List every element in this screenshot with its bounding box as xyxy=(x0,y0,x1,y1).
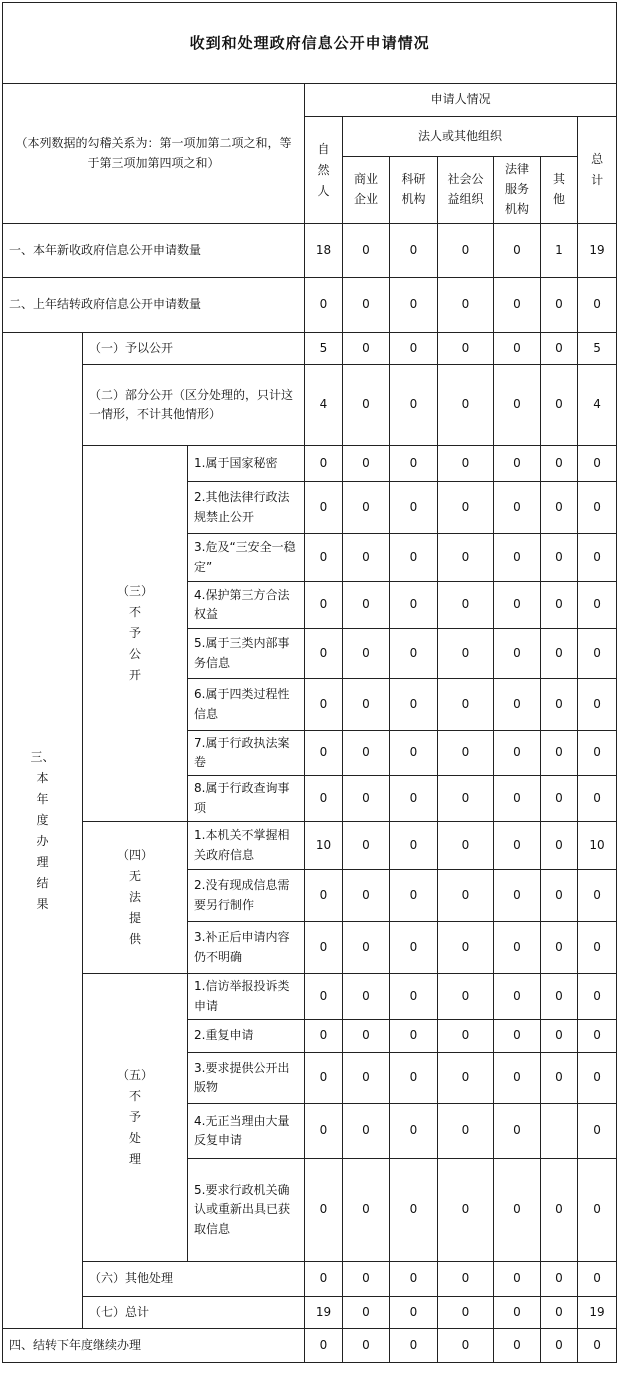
table-row xyxy=(3,1329,617,1363)
value-cell: 0 xyxy=(390,922,438,974)
title-row xyxy=(3,3,617,84)
value-cell: 0 xyxy=(343,1159,390,1262)
value-cell xyxy=(541,1104,578,1159)
value-cell: 0 xyxy=(494,1104,541,1159)
value-cell: 0 xyxy=(578,278,617,333)
value-cell: 0 xyxy=(438,1262,494,1297)
header-legal-group: 法人或其他组织 xyxy=(343,117,578,157)
value-cell: 4 xyxy=(578,365,617,446)
value-cell: 0 xyxy=(541,1159,578,1262)
value-cell: 0 xyxy=(343,278,390,333)
row-label: 1.属于国家秘密 xyxy=(188,446,305,482)
value-cell: 0 xyxy=(343,629,390,679)
value-cell: 0 xyxy=(305,776,343,822)
value-cell: 0 xyxy=(578,1159,617,1262)
value-cell: 0 xyxy=(343,224,390,278)
row-label: 1.信访举报投诉类申请 xyxy=(188,974,305,1020)
header-org-col: 商业 企业 xyxy=(343,157,390,224)
value-cell: 5 xyxy=(578,333,617,365)
value-cell: 0 xyxy=(305,1329,343,1363)
value-cell: 0 xyxy=(438,974,494,1020)
value-cell: 0 xyxy=(438,1329,494,1363)
row-label: 3.危及“三安全一稳定” xyxy=(188,534,305,582)
header-total: 总 计 xyxy=(578,117,617,224)
value-cell: 0 xyxy=(305,1020,343,1053)
value-cell: 0 xyxy=(390,534,438,582)
value-cell: 19 xyxy=(578,1297,617,1329)
value-cell: 0 xyxy=(578,974,617,1020)
row-label: （七）总计 xyxy=(83,1297,305,1329)
value-cell: 0 xyxy=(390,1020,438,1053)
value-cell: 0 xyxy=(494,974,541,1020)
row-label: 4.无正当理由大量反复申请 xyxy=(188,1104,305,1159)
value-cell: 0 xyxy=(578,446,617,482)
value-cell: 0 xyxy=(305,482,343,534)
header-applicant: 申请人情况 xyxy=(305,84,617,117)
value-cell: 0 xyxy=(305,446,343,482)
value-cell: 0 xyxy=(541,1020,578,1053)
row-label: （一）予以公开 xyxy=(83,333,305,365)
table-row xyxy=(3,224,617,278)
value-cell: 0 xyxy=(541,1297,578,1329)
section-3-3-label: （三） 不 予 公 开 xyxy=(83,446,188,822)
value-cell: 0 xyxy=(541,1262,578,1297)
value-cell: 0 xyxy=(578,731,617,776)
value-cell: 0 xyxy=(438,278,494,333)
row-label: （二）部分公开（区分处理的，只计这一情形，不计其他情形） xyxy=(83,365,305,446)
value-cell: 0 xyxy=(343,922,390,974)
value-cell: 0 xyxy=(305,1104,343,1159)
table-row xyxy=(3,974,617,1020)
value-cell: 0 xyxy=(578,1053,617,1104)
value-cell: 0 xyxy=(541,446,578,482)
value-cell: 0 xyxy=(438,1297,494,1329)
value-cell: 0 xyxy=(541,776,578,822)
value-cell: 0 xyxy=(541,822,578,870)
table-title: 收到和处理政府信息公开申请情况 xyxy=(3,3,617,84)
value-cell: 0 xyxy=(438,1159,494,1262)
value-cell: 0 xyxy=(438,629,494,679)
value-cell: 0 xyxy=(305,679,343,731)
header-note xyxy=(3,84,305,224)
value-cell: 0 xyxy=(438,679,494,731)
row-label: 5.要求行政机关确认或重新出具已获取信息 xyxy=(188,1159,305,1262)
row-label: 一、本年新收政府信息公开申请数量 xyxy=(3,224,305,278)
value-cell: 0 xyxy=(305,278,343,333)
value-cell: 0 xyxy=(494,870,541,922)
value-cell: 0 xyxy=(541,333,578,365)
value-cell: 0 xyxy=(343,482,390,534)
value-cell: 0 xyxy=(541,534,578,582)
value-cell: 0 xyxy=(390,1297,438,1329)
value-cell: 0 xyxy=(494,1297,541,1329)
value-cell: 0 xyxy=(390,333,438,365)
value-cell: 0 xyxy=(541,1053,578,1104)
value-cell: 0 xyxy=(390,1159,438,1262)
value-cell: 0 xyxy=(343,870,390,922)
value-cell: 0 xyxy=(390,224,438,278)
table-row xyxy=(3,1262,617,1297)
value-cell: 0 xyxy=(578,534,617,582)
row-label: 7.属于行政执法案卷 xyxy=(188,731,305,776)
value-cell: 0 xyxy=(494,582,541,629)
value-cell: 0 xyxy=(305,731,343,776)
value-cell: 0 xyxy=(438,482,494,534)
table-row xyxy=(3,333,617,365)
value-cell: 0 xyxy=(390,776,438,822)
value-cell: 0 xyxy=(390,582,438,629)
value-cell: 0 xyxy=(390,1053,438,1104)
value-cell: 19 xyxy=(305,1297,343,1329)
value-cell: 0 xyxy=(541,278,578,333)
value-cell: 0 xyxy=(578,1020,617,1053)
value-cell: 0 xyxy=(390,278,438,333)
value-cell: 0 xyxy=(494,534,541,582)
row-label: 2.重复申请 xyxy=(188,1020,305,1053)
value-cell: 0 xyxy=(438,1020,494,1053)
page xyxy=(2,2,616,1363)
value-cell: 0 xyxy=(305,922,343,974)
row-label: 4.保护第三方合法权益 xyxy=(188,582,305,629)
value-cell: 0 xyxy=(578,1104,617,1159)
row-label: 3.要求提供公开出版物 xyxy=(188,1053,305,1104)
value-cell: 0 xyxy=(343,446,390,482)
value-cell: 0 xyxy=(438,582,494,629)
value-cell: 0 xyxy=(343,731,390,776)
value-cell: 0 xyxy=(494,482,541,534)
value-cell: 0 xyxy=(343,776,390,822)
row-label: （六）其他处理 xyxy=(83,1262,305,1297)
header-note-text: （本列数据的勾稽关系为：第一项加第二项之和，等于第三项加第四项之和） xyxy=(15,135,292,170)
value-cell: 0 xyxy=(305,1053,343,1104)
value-cell: 0 xyxy=(578,922,617,974)
value-cell: 0 xyxy=(305,974,343,1020)
gov-info-table xyxy=(2,2,617,1363)
row-label: 2.没有现成信息需要另行制作 xyxy=(188,870,305,922)
row-label: 3.补正后申请内容仍不明确 xyxy=(188,922,305,974)
value-cell: 0 xyxy=(305,629,343,679)
value-cell: 0 xyxy=(343,1020,390,1053)
value-cell: 0 xyxy=(343,1262,390,1297)
value-cell: 0 xyxy=(390,731,438,776)
value-cell: 0 xyxy=(578,1329,617,1363)
value-cell: 0 xyxy=(578,629,617,679)
table-row xyxy=(3,822,617,870)
value-cell: 0 xyxy=(305,1159,343,1262)
value-cell: 0 xyxy=(305,870,343,922)
value-cell: 0 xyxy=(494,365,541,446)
value-cell: 0 xyxy=(305,582,343,629)
header-org-col: 法律 服务 机构 xyxy=(494,157,541,224)
value-cell: 0 xyxy=(494,1020,541,1053)
value-cell: 0 xyxy=(541,365,578,446)
value-cell: 0 xyxy=(390,1329,438,1363)
table-row xyxy=(3,278,617,333)
value-cell: 0 xyxy=(343,534,390,582)
value-cell: 0 xyxy=(390,629,438,679)
value-cell: 0 xyxy=(541,922,578,974)
value-cell: 0 xyxy=(343,822,390,870)
header-org-col: 科研 机构 xyxy=(390,157,438,224)
value-cell: 0 xyxy=(390,870,438,922)
value-cell: 0 xyxy=(438,534,494,582)
row-label: 6.属于四类过程性信息 xyxy=(188,679,305,731)
value-cell: 19 xyxy=(578,224,617,278)
value-cell: 1 xyxy=(541,224,578,278)
value-cell: 0 xyxy=(390,1262,438,1297)
table-row xyxy=(3,446,617,482)
value-cell: 0 xyxy=(541,731,578,776)
header-natural-person: 自 然 人 xyxy=(305,117,343,224)
value-cell: 0 xyxy=(541,1329,578,1363)
value-cell: 0 xyxy=(390,822,438,870)
value-cell: 0 xyxy=(494,278,541,333)
value-cell: 0 xyxy=(438,922,494,974)
value-cell: 0 xyxy=(494,224,541,278)
value-cell: 0 xyxy=(390,1104,438,1159)
value-cell: 0 xyxy=(541,870,578,922)
row-label: 二、上年结转政府信息公开申请数量 xyxy=(3,278,305,333)
value-cell: 0 xyxy=(541,482,578,534)
value-cell: 0 xyxy=(541,679,578,731)
value-cell: 0 xyxy=(578,870,617,922)
value-cell: 10 xyxy=(305,822,343,870)
value-cell: 4 xyxy=(305,365,343,446)
table-row xyxy=(3,1297,617,1329)
value-cell: 10 xyxy=(578,822,617,870)
value-cell: 0 xyxy=(578,482,617,534)
value-cell: 0 xyxy=(438,1053,494,1104)
value-cell: 0 xyxy=(438,333,494,365)
value-cell: 0 xyxy=(494,679,541,731)
value-cell: 18 xyxy=(305,224,343,278)
value-cell: 0 xyxy=(494,1053,541,1104)
header-org-col: 其 他 xyxy=(541,157,578,224)
section-3-5-label: （五） 不 予 处 理 xyxy=(83,974,188,1262)
value-cell: 0 xyxy=(494,822,541,870)
section-3-label: 三、 本 年 度 办 理 结 果 xyxy=(3,333,83,1329)
section-3-4-label: （四） 无 法 提 供 xyxy=(83,822,188,974)
value-cell: 0 xyxy=(578,1262,617,1297)
value-cell: 0 xyxy=(494,1262,541,1297)
value-cell: 0 xyxy=(438,1104,494,1159)
value-cell: 0 xyxy=(343,974,390,1020)
value-cell: 0 xyxy=(494,776,541,822)
value-cell: 0 xyxy=(438,731,494,776)
header-row-1 xyxy=(3,84,617,117)
value-cell: 0 xyxy=(343,1297,390,1329)
value-cell: 0 xyxy=(494,1159,541,1262)
row-label: 2.其他法律行政法规禁止公开 xyxy=(188,482,305,534)
value-cell: 0 xyxy=(494,446,541,482)
value-cell: 0 xyxy=(438,224,494,278)
value-cell: 0 xyxy=(578,679,617,731)
value-cell: 0 xyxy=(541,629,578,679)
value-cell: 0 xyxy=(494,1329,541,1363)
value-cell: 0 xyxy=(343,365,390,446)
value-cell: 0 xyxy=(343,333,390,365)
value-cell: 0 xyxy=(494,922,541,974)
value-cell: 0 xyxy=(343,679,390,731)
value-cell: 0 xyxy=(494,333,541,365)
value-cell: 0 xyxy=(343,582,390,629)
header-org-col: 社会公 益组织 xyxy=(438,157,494,224)
value-cell: 0 xyxy=(343,1104,390,1159)
row-label: 1.本机关不掌握相关政府信息 xyxy=(188,822,305,870)
value-cell: 0 xyxy=(343,1329,390,1363)
table-row xyxy=(3,365,617,446)
row-label: 8.属于行政查询事项 xyxy=(188,776,305,822)
value-cell: 0 xyxy=(541,974,578,1020)
value-cell: 0 xyxy=(390,446,438,482)
value-cell: 0 xyxy=(438,365,494,446)
value-cell: 0 xyxy=(390,974,438,1020)
value-cell: 0 xyxy=(438,822,494,870)
value-cell: 0 xyxy=(578,776,617,822)
value-cell: 0 xyxy=(390,365,438,446)
value-cell: 0 xyxy=(305,534,343,582)
value-cell: 0 xyxy=(494,629,541,679)
value-cell: 0 xyxy=(438,776,494,822)
value-cell: 5 xyxy=(305,333,343,365)
value-cell: 0 xyxy=(305,1262,343,1297)
value-cell: 0 xyxy=(541,582,578,629)
value-cell: 0 xyxy=(494,731,541,776)
value-cell: 0 xyxy=(390,679,438,731)
row-label: 四、结转下年度继续办理 xyxy=(3,1329,305,1363)
value-cell: 0 xyxy=(390,482,438,534)
row-label: 5.属于三类内部事务信息 xyxy=(188,629,305,679)
value-cell: 0 xyxy=(578,582,617,629)
value-cell: 0 xyxy=(343,1053,390,1104)
value-cell: 0 xyxy=(438,446,494,482)
value-cell: 0 xyxy=(438,870,494,922)
